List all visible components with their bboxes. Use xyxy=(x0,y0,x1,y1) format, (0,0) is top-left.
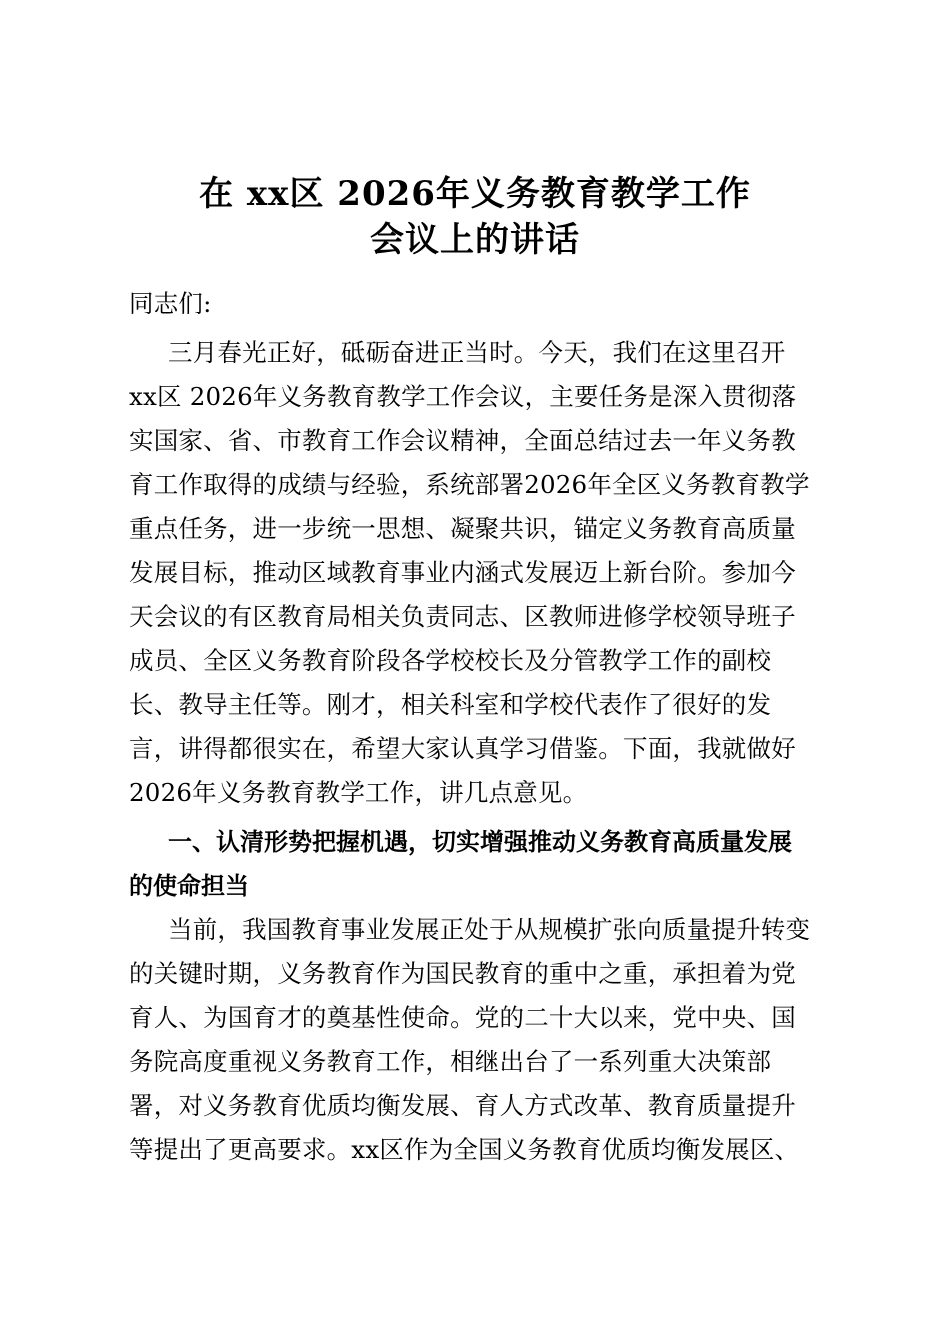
paragraph-1-line: 育工作取得的成绩与经验，系统部署2026年全区义务教育教学 xyxy=(129,470,810,499)
paragraph-1-line: 发展目标，推动区域教育事业内涵式发展迈上新台阶。参加今 xyxy=(129,558,796,587)
paragraph-1-line: 重点任务，进一步统一思想、凝聚共识，锚定义务教育高质量 xyxy=(129,514,796,543)
paragraph-2-line: 的关键时期，义务教育作为国民教育的重中之重，承担着为党 xyxy=(129,959,796,988)
paragraph-2-line: 等提出了更高要求。xx区作为全国义务教育优质均衡发展区、 xyxy=(129,1135,800,1164)
paragraph-1-line: 天会议的有区教育局相关负责同志、区教师进修学校领导班子 xyxy=(129,602,796,631)
paragraph-1-line: 三月春光正好，砥砺奋进正当时。今天，我们在这里召开 xyxy=(168,338,786,367)
paragraph-1-line: 成员、全区义务教育阶段各学校校长及分管教学工作的副校 xyxy=(129,646,772,675)
paragraph-1-line: 长、教导主任等。刚才，相关科室和学校代表作了很好的发 xyxy=(129,690,772,719)
paragraph-1-line: 2026年义务教育教学工作，讲几点意见。 xyxy=(129,778,588,807)
section-heading-1-line: 一、认清形势把握机遇，切实增强推动义务教育高质量发展 xyxy=(168,827,792,856)
paragraph-1-line: xx区 2026年义务教育教学工作会议，主要任务是深入贯彻落 xyxy=(129,382,797,411)
document-title-line-1: 在 xx区 2026年义务教育教学工作 xyxy=(199,174,751,214)
paragraph-2-line: 育人、为国育才的奠基性使命。党的二十大以来，党中央、国 xyxy=(129,1003,796,1032)
salutation: 同志们: xyxy=(129,289,212,318)
paragraph-2-line: 当前，我国教育事业发展正处于从规模扩张向质量提升转变 xyxy=(168,915,811,944)
paragraph-1-line: 言，讲得都很实在，希望大家认真学习借鉴。下面，我就做好 xyxy=(129,734,796,763)
paragraph-1-line: 实国家、省、市教育工作会议精神，全面总结过去一年义务教 xyxy=(129,426,796,455)
paragraph-2-line: 务院高度重视义务教育工作，相继出台了一系列重大决策部 xyxy=(129,1047,772,1076)
document-title-line-2: 会议上的讲话 xyxy=(370,220,580,260)
section-heading-1-line: 的使命担当 xyxy=(129,871,249,900)
paragraph-2-line: 署，对义务教育优质均衡发展、育人方式改革、教育质量提升 xyxy=(129,1091,796,1120)
